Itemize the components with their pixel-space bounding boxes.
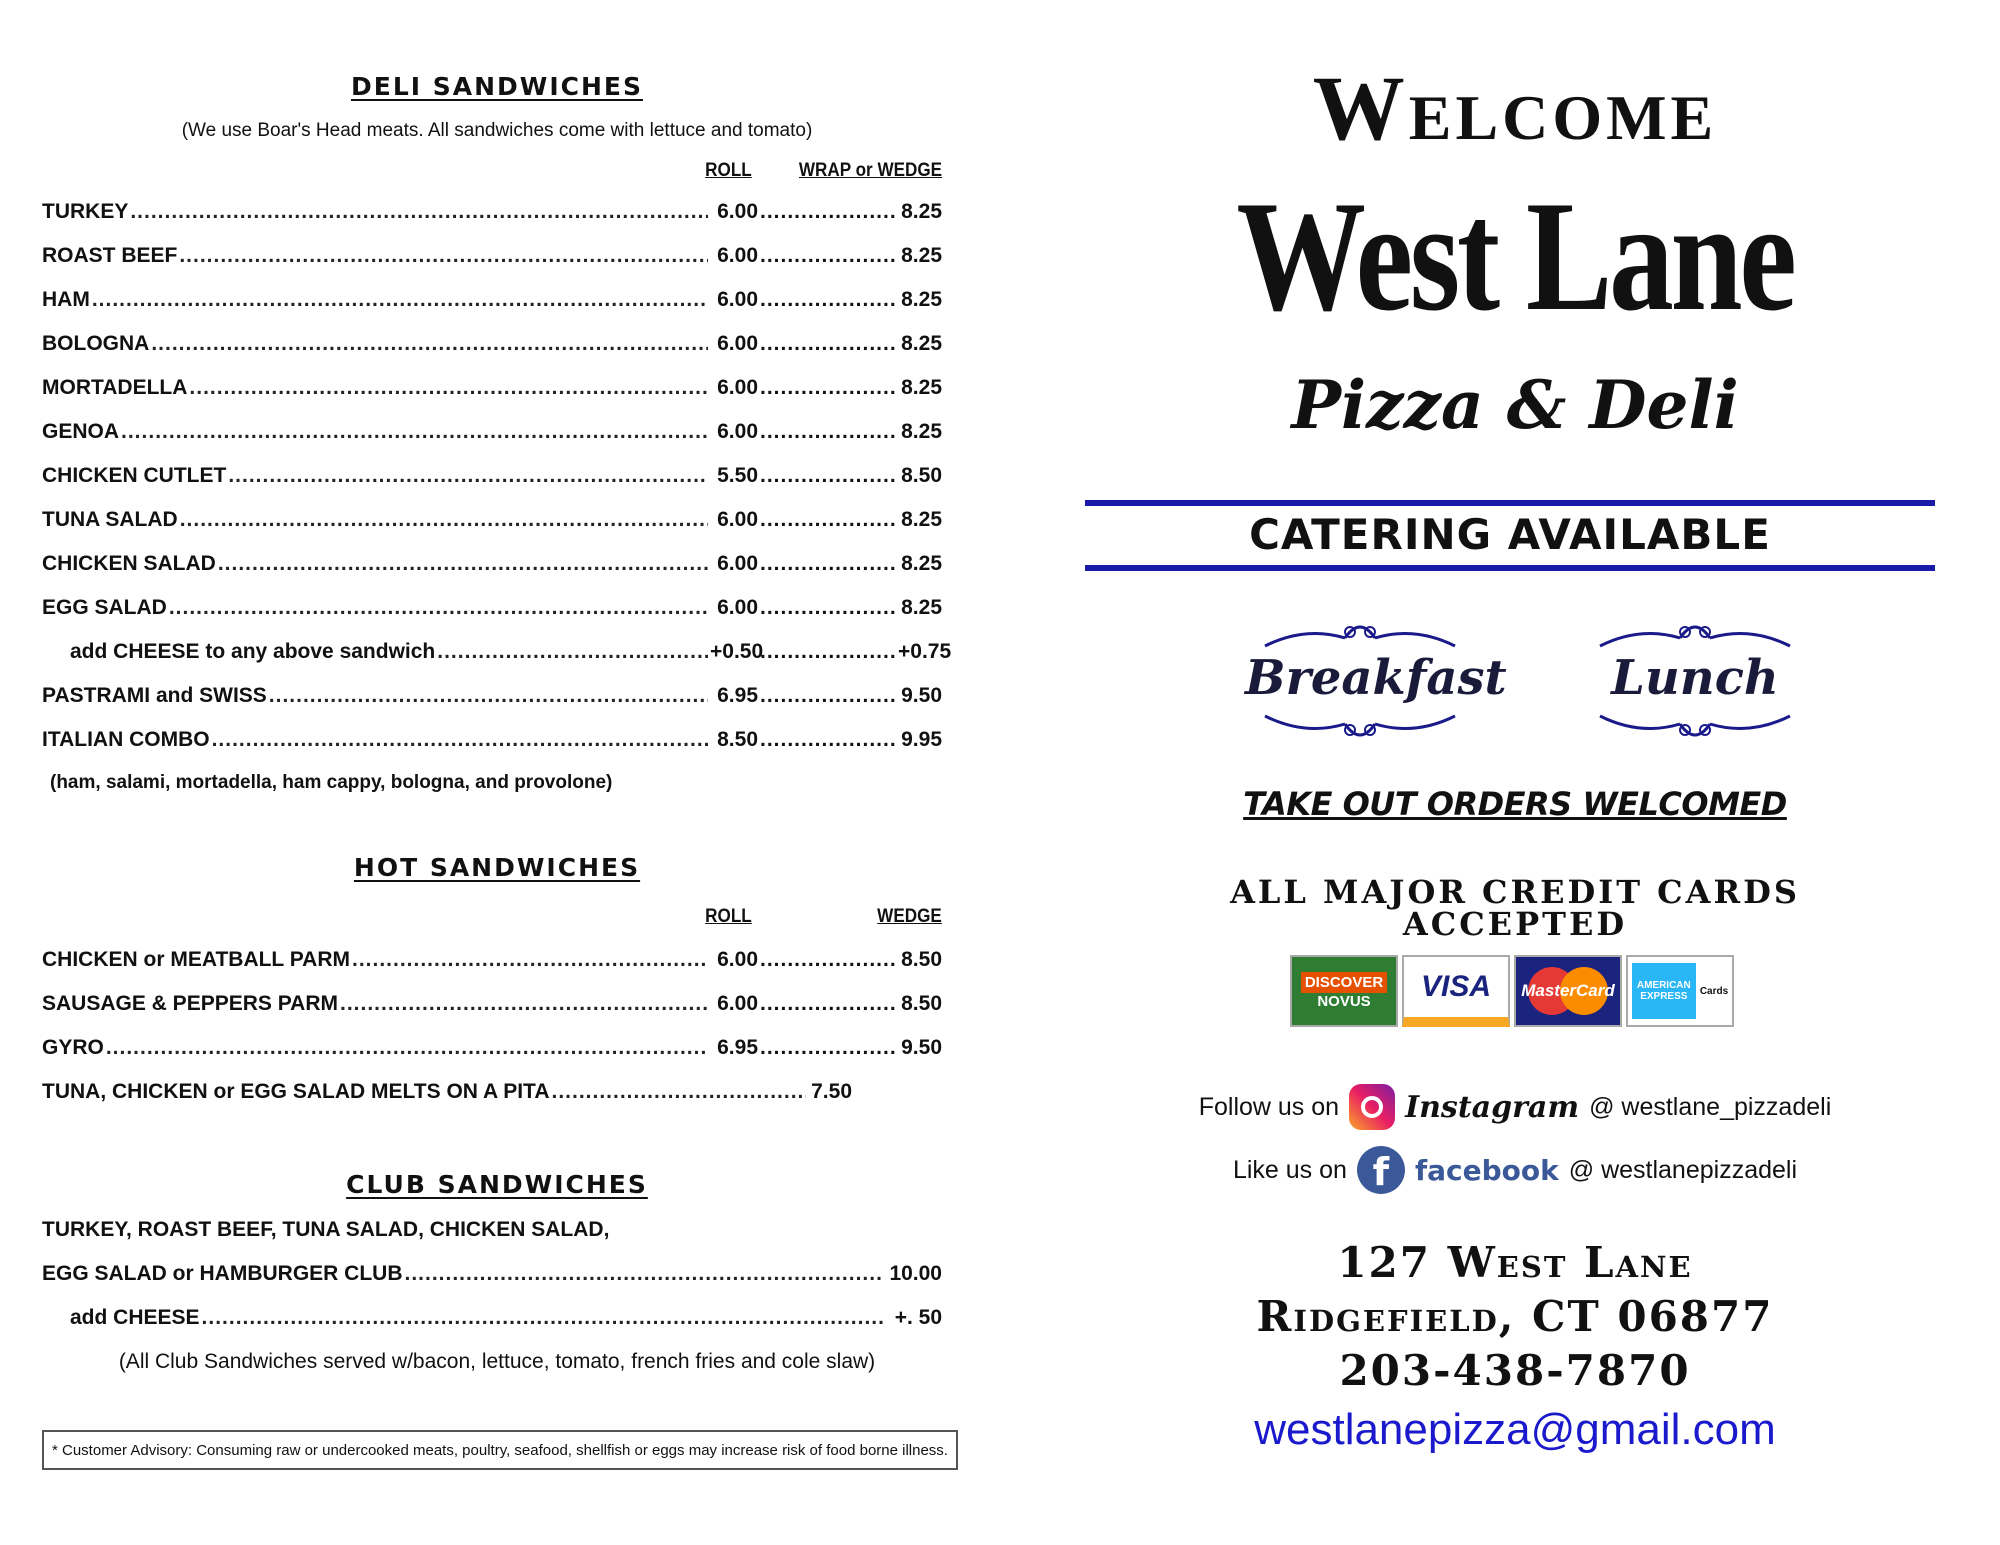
item-name: MORTADELLA — [42, 376, 188, 399]
item-name: GENOA — [42, 420, 120, 443]
deli-col-roll: ROLL — [705, 160, 752, 181]
price-roll: 6.95 — [717, 1036, 758, 1059]
melt-row — [42, 1080, 852, 1110]
price-roll: 6.00 — [717, 508, 758, 531]
hot-col-wedge: WEDGE — [877, 906, 942, 927]
menu-row — [70, 640, 952, 670]
item-name: PASTRAMI and SWISS — [42, 684, 267, 707]
price-roll: 6.00 — [717, 552, 758, 575]
price-wrap: 9.50 — [901, 684, 942, 707]
menu-row — [42, 684, 942, 714]
phone-number: 203-438-7870 — [1339, 1346, 1691, 1395]
customer-advisory: * Customer Advisory: Consuming raw or undercooked meats, poultry, seafood, shellfish or eggs may increase risk of food borne illness. — [42, 1430, 958, 1470]
facebook-prefix: Like us on — [1232, 1155, 1347, 1184]
price-wrap: 8.25 — [901, 332, 942, 355]
flourish-bottom-icon — [1245, 712, 1475, 742]
leader-dots — [760, 552, 896, 576]
leader-dots — [228, 464, 708, 488]
price-wrap: 8.25 — [901, 596, 942, 619]
leader-dots — [405, 1262, 885, 1286]
club-cheese-price: +. 50 — [894, 1306, 942, 1329]
price-wrap: 8.25 — [901, 200, 942, 223]
leader-dots — [760, 992, 896, 1016]
item-name: ROAST BEEF — [42, 244, 178, 267]
leader-dots — [340, 992, 708, 1016]
facebook-icon[interactable]: f — [1357, 1146, 1405, 1194]
price-roll: 6.00 — [717, 992, 758, 1015]
price-roll: 6.00 — [717, 420, 758, 443]
price-roll: 6.00 — [717, 332, 758, 355]
item-name: SAUSAGE & PEPPERS PARM — [42, 992, 338, 1015]
price-wrap: 8.25 — [901, 376, 942, 399]
item-name: CHICKEN or MEATBALL PARM — [42, 948, 350, 971]
club-cheese-row — [70, 1306, 942, 1336]
menu-row — [42, 288, 942, 318]
email-link[interactable]: westlanepizza@gmail.com — [1254, 1405, 1776, 1454]
menu-row — [42, 992, 942, 1022]
menu-row — [42, 332, 942, 362]
leader-dots — [760, 684, 896, 708]
item-name: TUNA SALAD — [42, 508, 178, 531]
leader-dots — [760, 596, 896, 620]
item-name: EGG SALAD — [42, 596, 167, 619]
price-wrap: 8.50 — [901, 948, 942, 971]
club-title: CLUB SANDWICHES — [346, 1170, 648, 1199]
facebook-row — [1085, 1146, 1945, 1194]
item-name: GYRO — [42, 1036, 104, 1059]
menu-row — [42, 552, 942, 582]
menu-row — [42, 948, 942, 978]
leader-dots — [760, 376, 896, 400]
leader-dots — [760, 288, 896, 312]
mastercard-card-icon: MasterCard — [1514, 955, 1622, 1027]
item-name: add CHEESE to any above sandwich — [70, 640, 436, 663]
leader-dots — [760, 1036, 896, 1060]
leader-dots — [180, 508, 708, 532]
combo-note: (ham, salami, mortadella, ham cappy, bologna, and provolone) — [50, 772, 613, 793]
leader-dots — [106, 1036, 708, 1060]
price-wrap: 8.25 — [901, 552, 942, 575]
melt-price: 7.50 — [811, 1080, 852, 1103]
catering-banner: CATERING AVAILABLE — [1249, 510, 1771, 559]
leader-dots — [760, 728, 896, 752]
price-wrap: 8.25 — [901, 420, 942, 443]
price-wrap: 8.50 — [901, 992, 942, 1015]
leader-dots — [189, 376, 708, 400]
leader-dots — [760, 948, 896, 972]
leader-dots — [151, 332, 708, 356]
leader-dots — [760, 640, 896, 664]
credit-card-logos — [1290, 955, 1740, 1033]
address-line2: Ridgefield, CT 06877 — [1256, 1292, 1774, 1341]
price-roll: 5.50 — [717, 464, 758, 487]
price-roll: +0.50 — [710, 640, 764, 663]
facebook-word: facebook — [1414, 1153, 1559, 1187]
leader-dots — [130, 200, 708, 224]
flourish-top-icon — [1245, 620, 1475, 650]
lunch-label: Lunch — [1611, 650, 1779, 706]
menu-row — [42, 1036, 942, 1066]
leader-dots — [760, 332, 896, 356]
leader-dots — [212, 728, 708, 752]
leader-dots — [760, 200, 896, 224]
divider-top — [1085, 500, 1935, 506]
club-row — [42, 1262, 942, 1292]
deli-note: (We use Boar's Head meats. All sandwiches come with lettuce and tomato) — [181, 120, 813, 141]
deli-col-wrap: WRAP or WEDGE — [798, 160, 942, 181]
price-wrap: 8.50 — [901, 464, 942, 487]
visa-card-icon: VISA — [1402, 955, 1510, 1027]
leader-dots — [552, 1080, 807, 1104]
price-roll: 6.95 — [717, 684, 758, 707]
price-wrap: 9.50 — [901, 1036, 942, 1059]
leader-dots — [92, 288, 708, 312]
price-roll: 6.00 — [717, 288, 758, 311]
leader-dots — [760, 464, 896, 488]
instagram-row — [1085, 1084, 1945, 1130]
leader-dots — [760, 420, 896, 444]
leader-dots — [169, 596, 708, 620]
item-name: TURKEY — [42, 200, 129, 223]
instagram-word: Instagram — [1405, 1089, 1580, 1125]
menu-row — [42, 464, 942, 494]
instagram-prefix: Follow us on — [1198, 1092, 1340, 1121]
price-wrap: 8.25 — [901, 508, 942, 531]
address-line1: 127 West Lane — [1337, 1238, 1693, 1287]
club-price: 10.00 — [889, 1262, 942, 1285]
welcome-heading: Welcome — [1312, 57, 1718, 159]
flourish-top-icon — [1580, 620, 1810, 650]
menu-row — [42, 244, 942, 274]
amex-card-icon: AMERICAN EXPRESS Cards — [1626, 955, 1734, 1027]
price-roll: 6.00 — [717, 596, 758, 619]
item-name: HAM — [42, 288, 90, 311]
breakfast-label: Breakfast — [1245, 650, 1507, 706]
credit-cards-heading — [1085, 873, 1945, 943]
brand-tagline: Pizza & Deli — [1291, 366, 1739, 444]
divider-bottom — [1085, 565, 1935, 571]
item-name: CHICKEN SALAD — [42, 552, 216, 575]
price-roll: 6.00 — [717, 376, 758, 399]
info-column — [1085, 0, 1945, 1545]
menu-row — [42, 376, 942, 406]
instagram-icon[interactable] — [1349, 1084, 1395, 1130]
price-wrap: +0.75 — [898, 640, 952, 663]
price-wrap: 8.25 — [901, 244, 942, 267]
menu-column — [42, 0, 952, 1545]
price-roll: 6.00 — [717, 244, 758, 267]
club-note: (All Club Sandwiches served w/bacon, lettuce, tomato, french fries and cole slaw) — [118, 1350, 876, 1373]
price-wrap: 9.95 — [901, 728, 942, 751]
instagram-handle[interactable]: @ westlane_pizzadeli — [1589, 1092, 1832, 1121]
credit-cards-line1: ALL MAJOR CREDIT CARDS — [1230, 873, 1800, 911]
leader-dots — [269, 684, 708, 708]
melt-name: TUNA, CHICKEN or EGG SALAD MELTS ON A PITA — [42, 1080, 550, 1103]
takeout-banner: TAKE OUT ORDERS WELCOMED — [1243, 785, 1787, 823]
menu-row — [42, 508, 942, 538]
facebook-handle[interactable]: @ westlanepizzadeli — [1568, 1155, 1798, 1184]
leader-dots — [121, 420, 708, 444]
club-cheese: add CHEESE — [70, 1306, 200, 1329]
menu-row — [42, 420, 942, 450]
item-name: CHICKEN CUTLET — [42, 464, 227, 487]
leader-dots — [352, 948, 708, 972]
lunch-badge — [1580, 620, 1810, 740]
brand-name: West Lane — [1236, 169, 1794, 344]
leader-dots — [760, 244, 896, 268]
menu-row — [42, 200, 942, 230]
menu-row — [42, 596, 942, 626]
flourish-bottom-icon — [1580, 712, 1810, 742]
leader-dots — [202, 1306, 884, 1330]
item-name: ITALIAN COMBO — [42, 728, 210, 751]
item-name: BOLOGNA — [42, 332, 150, 355]
breakfast-badge — [1245, 620, 1507, 740]
price-wrap: 8.25 — [901, 288, 942, 311]
price-roll: 6.00 — [717, 200, 758, 223]
discover-card-icon: DISCOVER NOVUS — [1290, 955, 1398, 1027]
credit-cards-line2: ACCEPTED — [1402, 905, 1628, 943]
price-roll: 6.00 — [717, 948, 758, 971]
leader-dots — [437, 640, 708, 664]
club-line2: EGG SALAD or HAMBURGER CLUB — [42, 1262, 403, 1285]
leader-dots — [760, 508, 896, 532]
menu-row — [42, 728, 942, 758]
leader-dots — [179, 244, 708, 268]
leader-dots — [218, 552, 708, 576]
hot-title: HOT SANDWICHES — [353, 853, 641, 882]
price-roll: 8.50 — [717, 728, 758, 751]
hot-col-roll: ROLL — [705, 906, 752, 927]
club-line1: TURKEY, ROAST BEEF, TUNA SALAD, CHICKEN SALAD, — [42, 1218, 610, 1241]
deli-title: DELI SANDWICHES — [350, 72, 644, 101]
